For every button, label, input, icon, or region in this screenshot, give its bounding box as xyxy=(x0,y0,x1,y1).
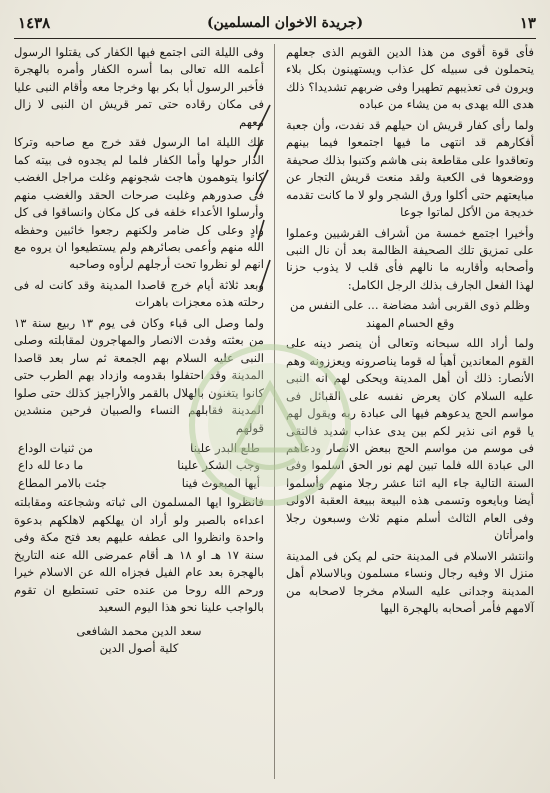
hemistich: ما دعا لله داع xyxy=(18,458,84,473)
poem xyxy=(14,440,264,492)
paragraph: فأى قوة أقوى من هذا الدين القويم الذى جعلهم يتحملون فى سبيله كل عذاب ويستهينون بكل بلاء ويرون فى تعذيبهم تطهيرا وفى ضربهم تشديدا؟ ذلك هدى الله يهدى به من يشاء من عباده xyxy=(286,45,534,112)
hemistich: أيها المبعوث فينا xyxy=(181,475,260,490)
signature-block xyxy=(14,623,264,658)
left-column xyxy=(14,44,264,657)
poem-verse xyxy=(14,475,264,492)
hemistich: جئت بالامر المطاع xyxy=(18,475,107,490)
page-number-right: ١٤٣٨ xyxy=(18,14,51,32)
paragraph: وأخيرا اجتمع خمسة من أشراف القرشيين وعملوا على تمزيق تلك الصحيفة الظالمة بعد أن نال النبى وأصحابه وأقاربه ما نالهم فأى قلب لا يذوب حزنا لهذا الفعل الجارف بذلك الرجل الكامل: xyxy=(286,225,534,292)
hemistich: وجب الشكر علينا xyxy=(177,458,260,473)
closing-paragraph: فانظروا ايها المسلمون الى ثباته وشجاعته ومقابلته اعداءه بالصبر ولو أراد ان يهلكهم لاهلكهم بدعوة واحدة وانظروا الى عطفه عليهم بعد فتح مكة وفى سنة ١٧ هـ او ١٨ هـ أقام عمرضى الله عنه التاريخ بالهجرة بعد عام الفيل فجزاه الله عن الاسلام خيرا ورحم الله روحا من عنده حتى تستطيع ان تقوم بالواجب علينا نحو هذا اليوم السعيد xyxy=(14,495,264,615)
header-rule xyxy=(14,38,536,39)
page-number-left: ١٣ xyxy=(519,14,536,32)
author-affiliation: كلية أصول الدين xyxy=(99,640,179,655)
paragraph: وفى الليلة التى اجتمع فيها الكفار كى يقتلوا الرسول أعلمه الله تعالى بما أسره الكفار وأمره بالهجرة فأخبر الرسول أبا بكر بها وخرجا معه وأقام النبى عليا فى مكان رقاده حتى تمر قريش ان النبى لا زال معهم xyxy=(14,45,264,129)
page-header xyxy=(18,10,536,36)
quoted-verse: وظلم ذوى القربى أشد مضاضة ... على النفس من وقع الحسام المهند xyxy=(290,298,530,330)
hemistich: من ثنيات الوداع xyxy=(18,440,94,455)
poem-verse xyxy=(14,457,264,474)
paragraph: وانتشر الاسلام فى المدينة حتى لم يكن فى المدينة منزل الا وفيه رجال ونساء مسلمون وبالاسلام أهل المدينة وجدانى عليه السلام مخرجا لاصحابه من آلامهم فأمر أصحابه بالهجرة اليها xyxy=(286,548,534,616)
column-divider xyxy=(274,44,275,779)
paragraph: ولما وصل الى قباء وكان فى يوم ١٣ ربيع سنة ١٣ من بعثته وفدت الانصار والمهاجرون لمقابلته وصلى النبى عليه السلام بهم الجمعة ثم سار بعد قاصدا المدينة وقد احتفلوا بقدومه وازداد بهم الطرب حتى كانوا يتغنون بالهلال بالقمر والأراجيز كذلك حتى صلوا المدينة فقابلهم النساء والصبيان فرحين منشدين قولهم xyxy=(14,315,265,435)
hemistich: طلع البدر علينا xyxy=(190,440,260,455)
paragraph: تلك الليلة اما الرسول فقد خرج مع صاحبه وتركا الدار حولها وأما الكفار فلما لم يجدوه فى بيته كما كانوا يتوهمون هاجت شجونهم وغلت مراجل الغضب فى صدورهم وغلبت صرحات الحقد والغضب منهم وأرسلوا الأعداء خلفه فى كل مكان وانساقوا فى كل وادٍ وعلى كل ضامر ولكنهم رجعوا خائبين وحفظه الله منهم وأعمى بصائرهم ولم يستطيعوا ان يروه مع انهم لو نظروا تحت أرجلهم لرأوه وصاحبه xyxy=(14,135,264,272)
paragraph: ولما أراد الله سبحانه وتعالى أن ينصر دينه على القوم المعاندين أهيأ له قوما يناصرونه ويعززونه وهم الأنصار: ذلك أن أهل المدينة ويحكى لهم انه النبى عليه السلام كان يعرض نفسه على القبائل فى مواسم الحج يدعوهم فيها الى عبادة ربه ويقول لهم يا قوم انى نذير لكم بين يدى عذاب شديد فالتقى فى موسم من مواسم الحج ببعض الانصار ودعاهم الى عبادة الله فلما تبين لهم نور الحق اسلموا وفى السنة التالية جاء اليه اثنا عشر رجلا منهم وأسلموا أيضا وبايعوه وتسمى هذه البيعة ببيعة العقبة الاولى وفى العام الثالث أسلم منهم ثلاث وسبعون رجلا وامرأتان xyxy=(286,336,534,543)
author-name: سعد الدين محمد الشافعى xyxy=(76,623,202,638)
paragraph: وبعد ثلاثة أيام خرج قاصدا المدينة وقد كانت له فى رحلته هذه معجزات باهرات xyxy=(14,277,264,310)
newspaper-title: (جريدة الاخوان المسلمين) xyxy=(206,15,364,31)
poem-verse xyxy=(14,440,264,457)
paragraph: ولما رأى كفار قريش ان حيلهم قد نفدت، وأن جعبة أفكارهم قد انتهى ما فيها اجتمعوا فيما بينهم وتعاقدوا على مقاطعة بنى هاشم وكتبوا بذلك صحيفة ووضعوها فى الكعبة ولقد منعت قريش التجار عن مبايعتهم حتى أكلوا ورق الشجر ولو لا ما كانت تقدمه خديجة من الأكل لماتوا جوعا xyxy=(286,117,534,220)
right-column xyxy=(286,44,534,621)
